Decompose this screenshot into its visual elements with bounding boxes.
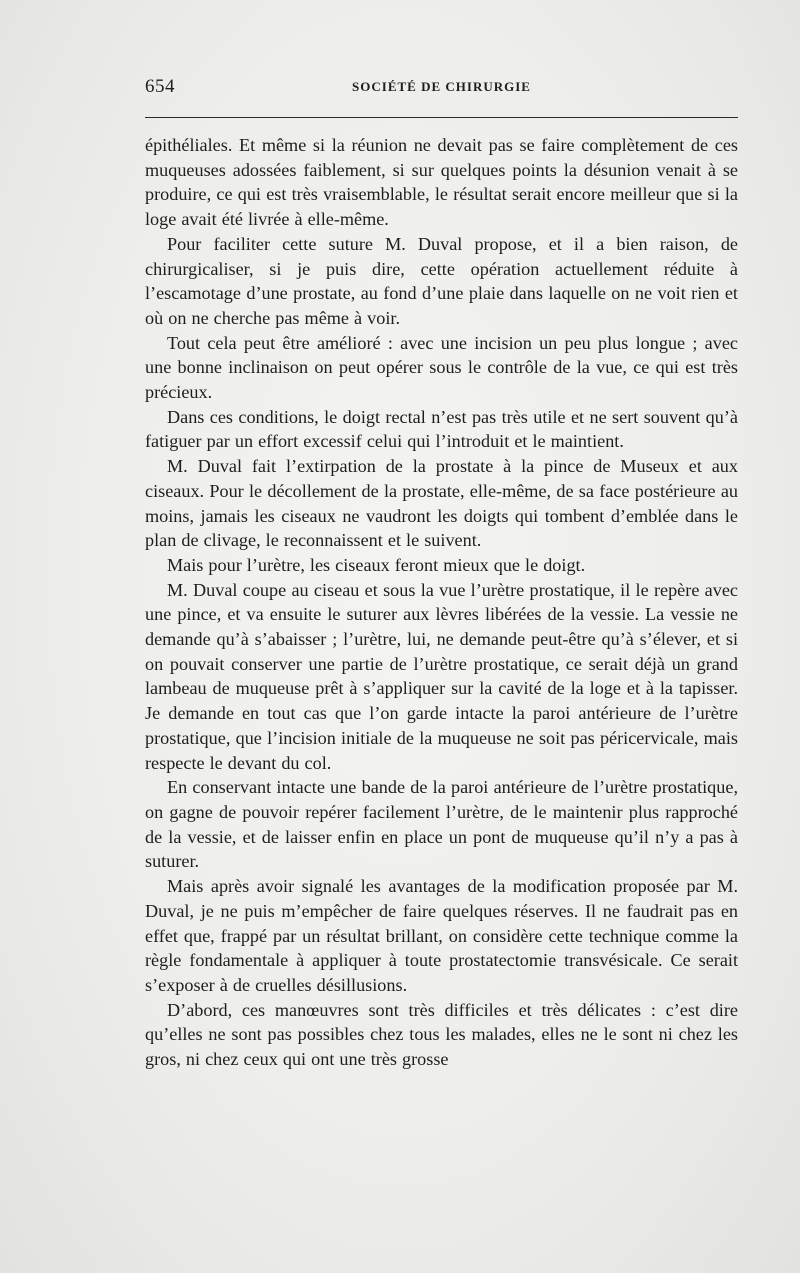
page-number: 654 [145,76,175,97]
paragraph: M. Duval coupe au ciseau et sous la vue l’urètre prostatique, il le repère avec une pince, et va ensuite le suturer aux lèvres libérées de la vessie. La vessie ne demande qu’à s’abaisser ; l’urètre, lui, ne demande peut-être qu’à s’élever, et si on pouvait conserver une partie de l’urètre prostatique, ce serait déjà un grand lambeau de muqueuse prêt à s’appliquer sur la cavité de la loge et à la tapisser. Je demande en tout cas que l’on garde intacte la paroi antérieure de l’urètre prostatique, que l’incision initiale de la muqueuse ne soit pas péricervicale, mais respecte le devant du col. [145,579,738,773]
header-rule [145,117,738,118]
page-header [145,76,738,100]
paragraph: Mais pour l’urètre, les ciseaux feront mieux que le doigt. [167,554,586,575]
paragraph: Pour faciliter cette suture M. Duval propose, et il a bien raison, de chirurgicaliser, si je puis dire, cette opération actuellement réduite à l’escamotage d’une prostate, au fond d’une plaie dans laquelle on ne voit rien et où on ne cherche pas même à voir. [145,233,738,328]
paragraph: Dans ces conditions, le doigt rectal n’est pas très utile et ne sert souvent qu’à fatiguer par un effort excessif celui qui l’introduit et le maintient. [145,406,738,452]
paragraph: épithéliales. Et même si la réunion ne devait pas se faire complètement de ces muqueuses adossées faiblement, si sur quelques points la désunion venait à se produire, ce qui est très vraisemblable, le résultat serait encore meilleur que si la loge avait été livrée à elle-même. [145,135,738,230]
paragraph: En conservant intacte une bande de la paroi antérieure de l’urètre prostatique, on gagne de pouvoir repérer facilement l’urètre, de le maintenir plus rapproché de la vessie, et de laisser enfin en place un pont de muqueuse qu’il n’y a pas à suturer. [145,777,738,872]
paragraph: Tout cela peut être amélioré : avec une incision un peu plus longue ; avec une bonne inclinaison on peut opérer sous le contrôle de la vue, ce qui est très précieux. [145,332,738,403]
paragraph: Mais après avoir signalé les avantages de la modification proposée par M. Duval, je ne puis m’empêcher de faire quelques réserves. Il ne faudrait pas en effet que, frappé par un résultat brillant, on considère cette technique comme la règle fondamentale à appliquer à toute prostatectomie transvésicale. Ce serait s’exposer à de cruelles désillusions. [145,876,738,995]
paragraph: M. Duval fait l’extirpation de la prostate à la pince de Museux et aux ciseaux. Pour le décollement de la prostate, elle-même, de sa face postérieure au moins, jamais les ciseaux ne vaudront les doigts qui tombent d’emblée dans le plan de clivage, le reconnaissent et le suivent. [145,456,738,551]
body-text [145,133,738,1072]
running-title: SOCIÉTÉ DE CHIRURGIE [352,79,531,94]
paragraph: D’abord, ces manœuvres sont très difficiles et très délicates : c’est dire qu’elles ne sont pas possibles chez tous les malades, elles ne le sont ni chez les gros, ni chez ceux qui ont une très grosse [145,999,738,1070]
